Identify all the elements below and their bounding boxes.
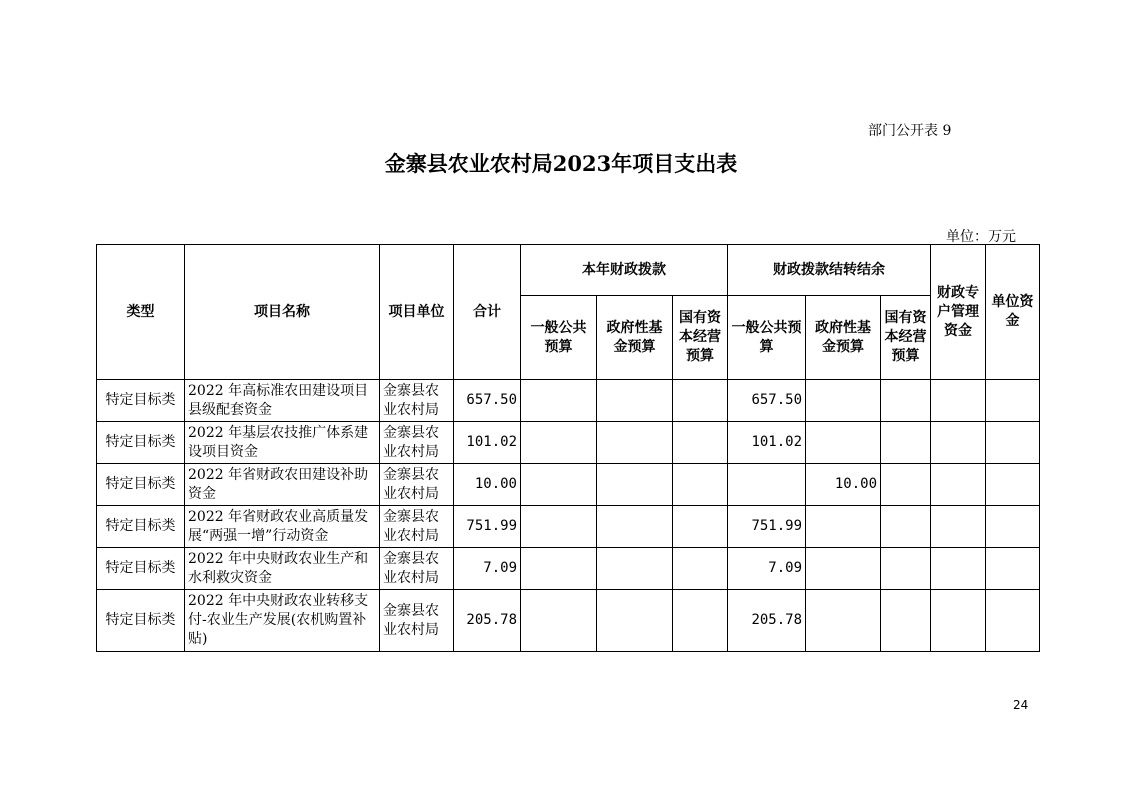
cell-special — [931, 464, 986, 506]
cell-carryover-fund — [806, 590, 881, 652]
cell-special — [931, 422, 986, 464]
sub-state-header: 国有资本经营预算 — [673, 296, 728, 380]
group-current-header: 本年财政拨款 — [521, 245, 728, 296]
cell-carryover-fund — [806, 506, 881, 548]
cell-current-fund — [597, 506, 673, 548]
cell-project-name: 2022 年中央财政农业转移支付-农业生产发展(农机购置补贴) — [185, 590, 380, 652]
cell-project-unit: 金寨县农业农村局 — [380, 380, 454, 422]
sub-fund-header: 政府性基金预算 — [597, 296, 673, 380]
cell-type: 特定目标类 — [97, 464, 185, 506]
cell-total: 101.02 — [454, 422, 521, 464]
cell-type: 特定目标类 — [97, 590, 185, 652]
cell-carryover-fund: 10.00 — [806, 464, 881, 506]
cell-current-state — [673, 464, 728, 506]
cell-project-unit: 金寨县农业农村局 — [380, 506, 454, 548]
table-row — [97, 548, 1040, 590]
cell-carryover-state — [881, 590, 931, 652]
cell-type: 特定目标类 — [97, 506, 185, 548]
cell-special — [931, 506, 986, 548]
col-own-header: 单位资金 — [986, 245, 1040, 380]
cell-current-fund — [597, 590, 673, 652]
cell-total: 205.78 — [454, 590, 521, 652]
cell-carryover-general: 7.09 — [728, 548, 806, 590]
cell-project-name: 2022 年省财政农田建设补助资金 — [185, 464, 380, 506]
cell-current-general — [521, 464, 597, 506]
cell-own — [986, 464, 1040, 506]
cell-carryover-state — [881, 506, 931, 548]
col-special-header: 财政专户管理资金 — [931, 245, 986, 380]
unit-label: 单位：万元 — [946, 229, 1016, 245]
cell-current-fund — [597, 548, 673, 590]
cell-own — [986, 506, 1040, 548]
cell-carryover-fund — [806, 548, 881, 590]
cell-current-fund — [597, 422, 673, 464]
cell-carryover-fund — [806, 380, 881, 422]
cell-special — [931, 380, 986, 422]
cell-current-state — [673, 506, 728, 548]
cell-current-state — [673, 590, 728, 652]
sub-state-header: 国有资本经营预算 — [881, 296, 931, 380]
cell-current-general — [521, 422, 597, 464]
cell-current-fund — [597, 464, 673, 506]
project-expense-table — [96, 244, 1040, 652]
cell-type: 特定目标类 — [97, 422, 185, 464]
cell-total: 751.99 — [454, 506, 521, 548]
cell-current-general — [521, 506, 597, 548]
page-title: 金寨县农业农村局2023年项目支出表 — [384, 151, 738, 176]
table-row — [97, 506, 1040, 548]
form-number: 部门公开表 9 — [868, 123, 952, 139]
cell-special — [931, 548, 986, 590]
cell-project-unit: 金寨县农业农村局 — [380, 590, 454, 652]
col-type-header: 类型 — [97, 245, 185, 380]
cell-current-general — [521, 548, 597, 590]
cell-carryover-general: 751.99 — [728, 506, 806, 548]
col-unit-header: 项目单位 — [380, 245, 454, 380]
table-row — [97, 422, 1040, 464]
cell-carryover-general: 205.78 — [728, 590, 806, 652]
col-total-header: 合计 — [454, 245, 521, 380]
cell-current-fund — [597, 380, 673, 422]
cell-total: 10.00 — [454, 464, 521, 506]
cell-own — [986, 380, 1040, 422]
cell-own — [986, 548, 1040, 590]
cell-carryover-state — [881, 422, 931, 464]
cell-carryover-state — [881, 380, 931, 422]
cell-carryover-general: 657.50 — [728, 380, 806, 422]
cell-carryover-state — [881, 464, 931, 506]
table-row — [97, 380, 1040, 422]
group-carryover-header: 财政拨款结转结余 — [728, 245, 931, 296]
col-name-header: 项目名称 — [185, 245, 380, 380]
cell-type: 特定目标类 — [97, 548, 185, 590]
sub-general-header: 一般公共预算 — [521, 296, 597, 380]
cell-own — [986, 590, 1040, 652]
cell-carryover-fund — [806, 422, 881, 464]
cell-project-unit: 金寨县农业农村局 — [380, 422, 454, 464]
cell-carryover-state — [881, 548, 931, 590]
cell-project-unit: 金寨县农业农村局 — [380, 464, 454, 506]
cell-special — [931, 590, 986, 652]
cell-project-name: 2022 年基层农技推广体系建设项目资金 — [185, 422, 380, 464]
cell-current-state — [673, 548, 728, 590]
cell-type: 特定目标类 — [97, 380, 185, 422]
cell-total: 657.50 — [454, 380, 521, 422]
table-row — [97, 590, 1040, 652]
cell-project-name: 2022 年省财政农业高质量发展“两强一增”行动资金 — [185, 506, 380, 548]
table-row — [97, 464, 1040, 506]
cell-total: 7.09 — [454, 548, 521, 590]
cell-carryover-general — [728, 464, 806, 506]
cell-current-general — [521, 590, 597, 652]
cell-own — [986, 422, 1040, 464]
cell-current-general — [521, 380, 597, 422]
cell-current-state — [673, 422, 728, 464]
cell-current-state — [673, 380, 728, 422]
cell-carryover-general: 101.02 — [728, 422, 806, 464]
cell-project-name: 2022 年高标准农田建设项目县级配套资金 — [185, 380, 380, 422]
cell-project-unit: 金寨县农业农村局 — [380, 548, 454, 590]
cell-project-name: 2022 年中央财政农业生产和水利救灾资金 — [185, 548, 380, 590]
header-row-1 — [97, 245, 1040, 296]
sub-fund-header: 政府性基金预算 — [806, 296, 881, 380]
sub-general-header: 一般公共预算 — [728, 296, 806, 380]
page-number: 24 — [1013, 698, 1029, 712]
